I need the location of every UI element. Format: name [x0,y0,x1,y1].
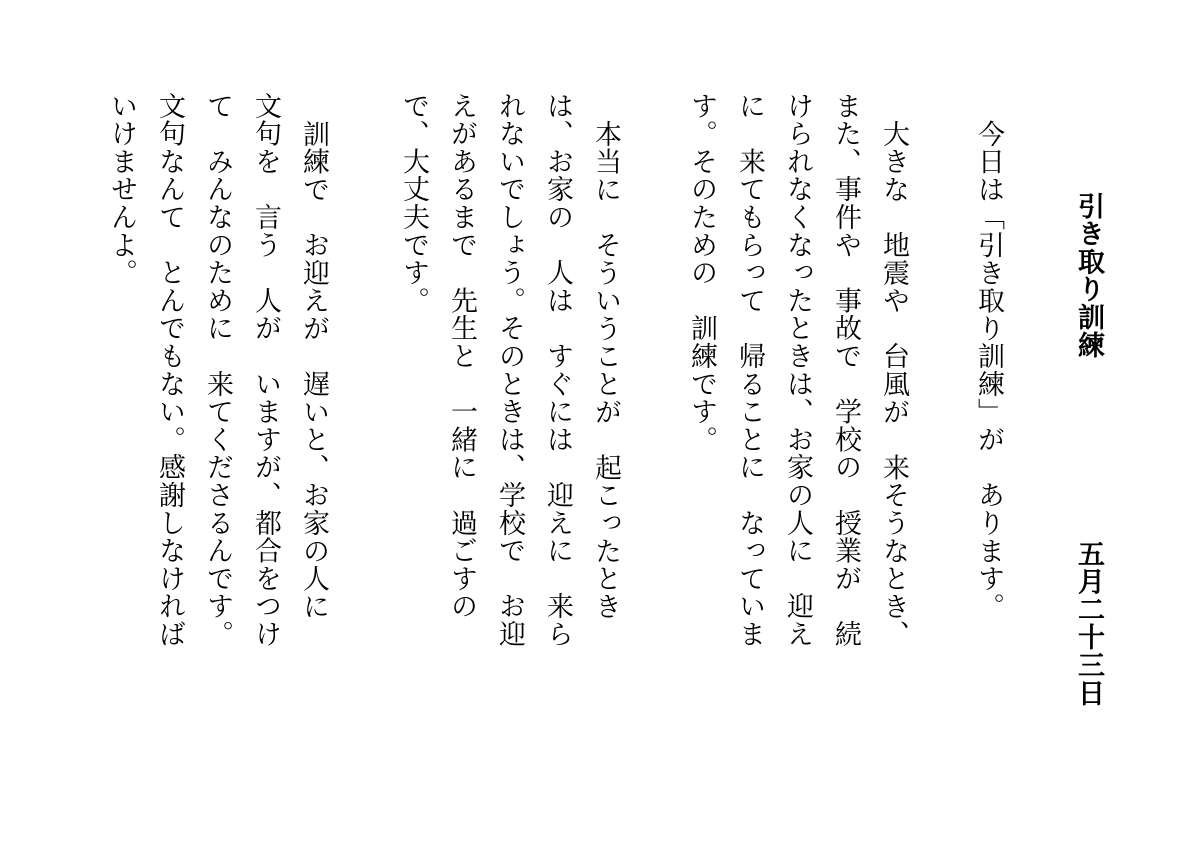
text-column-13: 文句を 言う 人が いますが、都合をつけ [250,92,281,648]
text-column-3: また、事件や 事故で 学校の 授業が 続 [830,92,861,648]
page-title: 引き取り訓練 [1073,192,1104,359]
text-column-8: は、お家の 人は すぐには 迎えに 来ら [542,92,573,648]
text-column-14: て みんなのために 来てくださるんです。 [202,92,233,648]
text-column-1: 今日は「引き取り訓練」が あります。 [973,120,1004,621]
text-column-10: えがあるまで 先生と 一緒に 過ごすの [446,92,477,621]
date-label: 五月二十三日 [1073,540,1104,707]
text-column-6: す。そのための 訓練です。 [686,92,717,454]
text-column-7: 本当に そういうことが 起こったとき [590,120,621,621]
text-column-12: 訓練で お迎えが 遅いと、お家の人に [298,120,329,621]
text-column-11: で、大丈夫です。 [398,92,429,315]
text-column-4: けられなくなったときは、お家の人に 迎え [782,92,813,648]
text-column-15: 文句なんて とんでもない。感謝しなければ [154,92,185,648]
text-column-9: れないでしょう。そのときは、学校で お迎 [494,92,525,648]
text-column-16: いけませんよ。 [106,92,137,287]
text-column-5: に 来てもらって 帰ることに なっていま [734,92,765,648]
text-column-2: 大きな 地震や 台風が 来そうなとき、 [878,120,909,649]
